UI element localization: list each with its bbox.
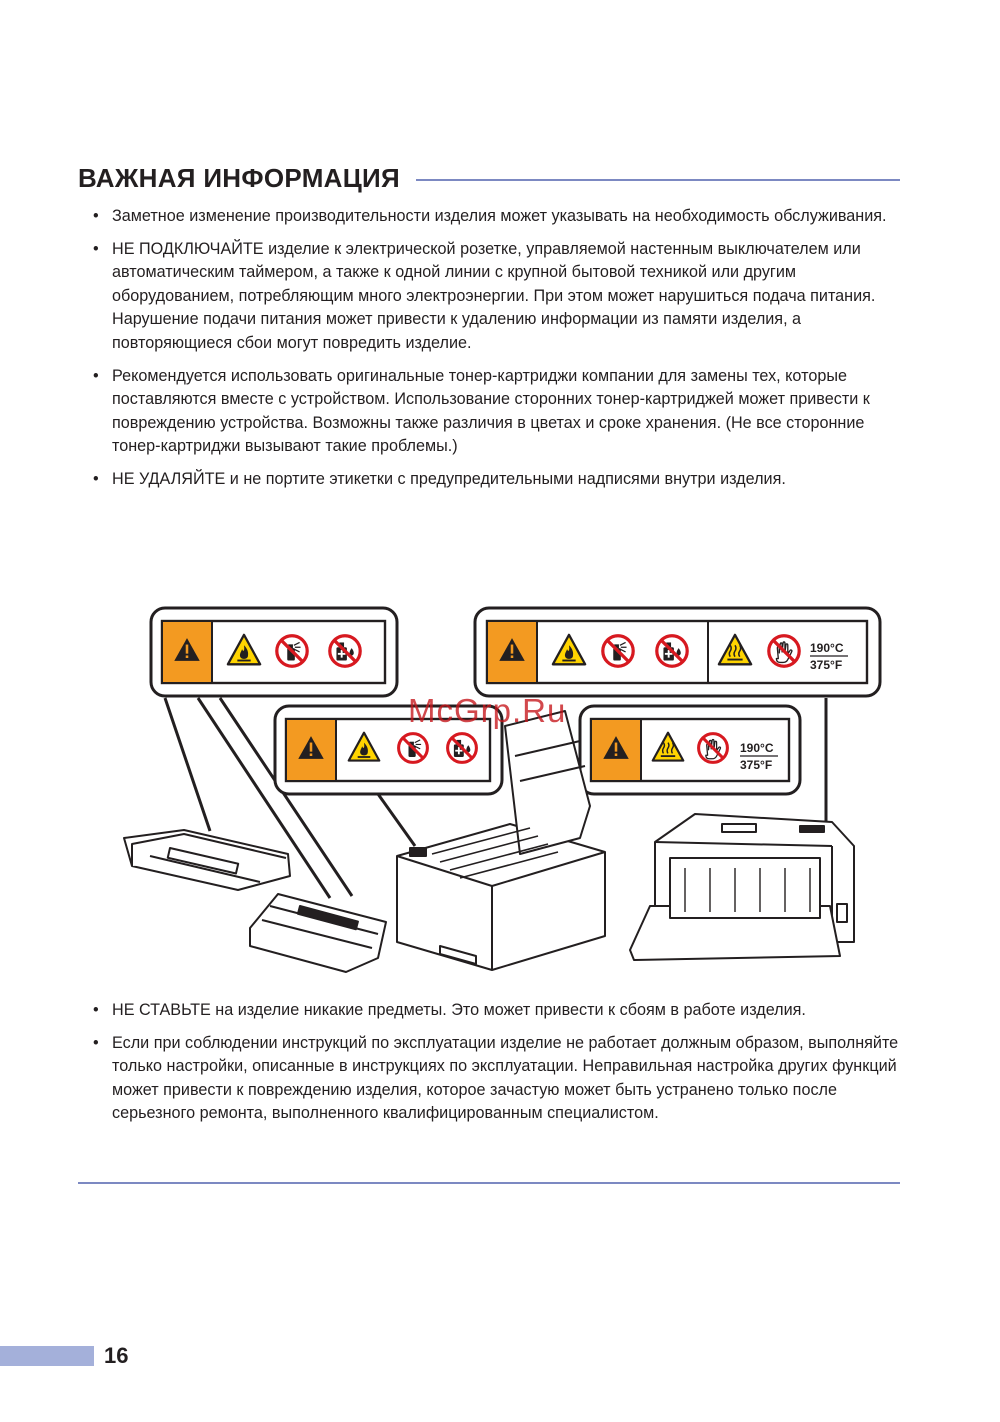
section-title: ВАЖНАЯ ИНФОРМАЦИЯ — [78, 162, 401, 193]
no-spray-icon — [277, 636, 307, 666]
printer-front-drawing — [630, 814, 854, 960]
watermark: McGrp.Ru — [408, 692, 567, 729]
bullet-item: • Рекомендуется использовать оригинальные тонер-картриджи компании для замены тех, которые поставляются вместе с устройством. Использование сторонних тонер-картриджей может привести к повреждению устройства. Возможны также различия в цветах и сроке хранения. (Не все сторонние тонер-картриджи вызывают такие проблемы.) — [90, 365, 900, 459]
bullet-item: • Заметное изменение производительности изделия может указывать на необходимость обслуживания. — [90, 205, 900, 229]
bottom-rule — [78, 1182, 900, 1184]
no-spray-icon — [399, 734, 428, 763]
section-heading-row — [78, 158, 900, 198]
bullet-item: • НЕ ПОДКЛЮЧАЙТЕ изделие к электрической розетке, управляемой настенным выключателем или автоматическим таймером, а также к одной линии с крупной бытовой техникой или другим оборудованием, потребляющим много электроэнергии. При этом может нарушиться подача питания. Нарушение подачи питания может привести к удалению информации из памяти изделия, а повторяющиеся сбои могут повредить изделие. — [90, 238, 900, 356]
bullet-item: • Если при соблюдении инструкций по эксплуатации изделие не работает должным образом, выполняйте только настройки, описанные в инструкциях по эксплуатации. Неправильная настройка других функций может привести к повреждению изделия, которое зачастую может быть устранено только после серьезного ремонта, выполненного квалифицированным специалистом. — [90, 1032, 900, 1126]
bullet-list-bottom — [90, 999, 900, 1135]
bullet-item: • НЕ СТАВЬТЕ на изделие никакие предметы. Это может привести к сбоям в работе изделия. — [90, 999, 900, 1023]
drum-unit-drawing — [250, 894, 386, 972]
warning-label-fuser — [580, 706, 800, 794]
printer-illustration — [110, 606, 890, 982]
label-temp-c: 190°C — [740, 741, 774, 755]
label-temp-c: 190°C — [810, 641, 844, 655]
warning-labels-figure — [110, 606, 890, 982]
warning-label-left — [151, 608, 397, 696]
no-cleaner-icon — [448, 734, 477, 763]
no-touch-icon — [699, 734, 728, 763]
no-touch-icon — [769, 636, 799, 666]
page-number: 16 — [104, 1343, 129, 1368]
no-spray-icon — [603, 636, 633, 666]
bullet-list-top — [90, 205, 900, 501]
warning-label-right — [475, 608, 880, 696]
no-cleaner-icon — [657, 636, 687, 666]
label-temp-f: 375°F — [810, 658, 843, 672]
page-number-bar — [0, 1346, 94, 1366]
toner-cartridge-drawing — [124, 830, 290, 890]
bullet-item: • НЕ УДАЛЯЙТЕ и не портите этикетки с предупредительными надписями внутри изделия. — [90, 468, 900, 492]
no-cleaner-icon — [330, 636, 360, 666]
label-temp-f: 375°F — [740, 758, 773, 772]
heading-rule — [416, 179, 900, 181]
